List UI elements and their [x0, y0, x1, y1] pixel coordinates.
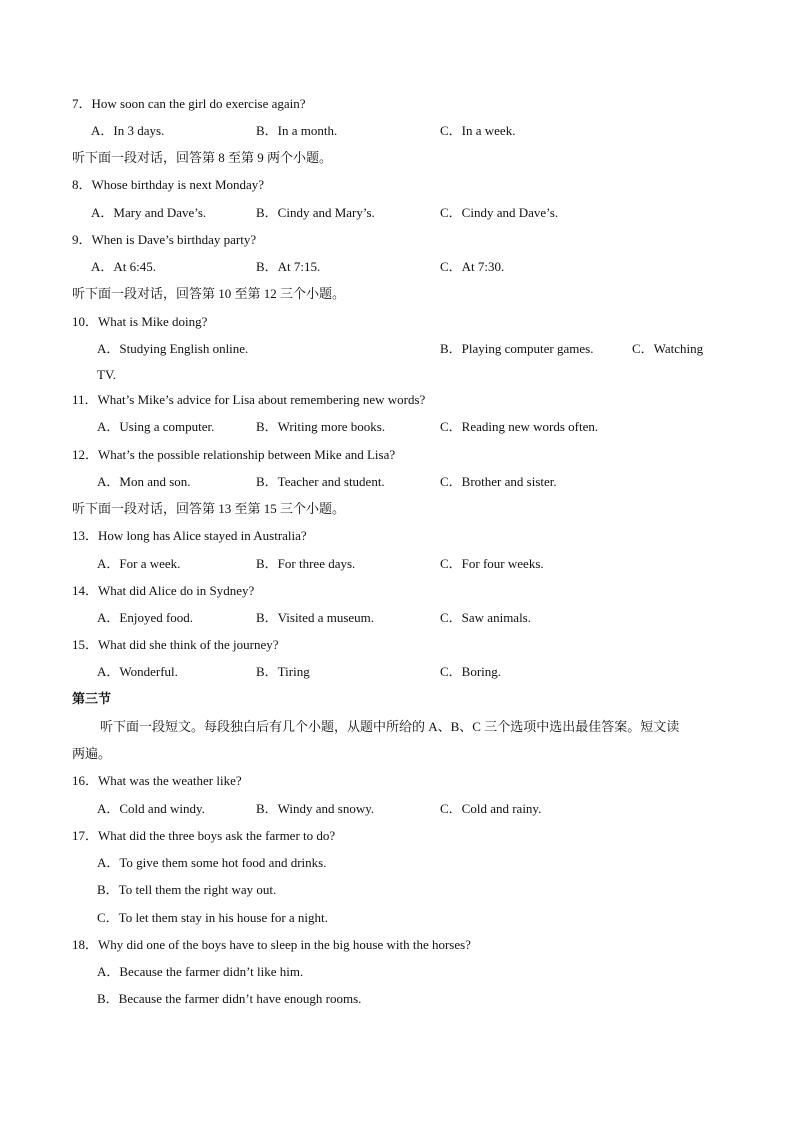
question-12-option-b: B．Teacher and student. — [256, 474, 385, 489]
question-15-option-c: C．Boring. — [440, 664, 502, 679]
question-17-option-c: C．To let them stay in his house for a night. — [97, 910, 328, 925]
question-8-option-b: B．Cindy and Mary’s. — [256, 205, 375, 220]
question-11-option-a: A．Using a computer. — [97, 419, 215, 434]
question-16-stem: 16．What was the weather like? — [72, 773, 242, 788]
question-10-stem: 10．What is Mike doing? — [72, 314, 208, 329]
question-10-option-c: C．Watching — [632, 341, 704, 356]
question-12-option-a: A．Mon and son. — [97, 474, 191, 489]
question-13-option-b: B．For three days. — [256, 556, 356, 571]
instruction-10-12: 听下面一段对话，回答第 10 至第 12 三个小题。 — [72, 286, 346, 301]
question-13-option-a: A．For a week. — [97, 556, 181, 571]
question-17-option-a: A．To give them some hot food and drinks. — [97, 855, 327, 870]
question-9-stem: 9．When is Dave’s birthday party? — [72, 232, 257, 247]
question-12-stem: 12．What’s the possible relationship between Mike and Lisa? — [72, 447, 396, 462]
question-13-stem: 13．How long has Alice stayed in Australia? — [72, 528, 307, 543]
question-17-option-b: B．To tell them the right way out. — [97, 882, 277, 897]
question-7-option-c: C．In a week. — [440, 123, 516, 138]
section-3-title: 第三节 — [72, 691, 112, 706]
section-3-instructions-line-1: 听下面一段短文。每段独白后有几个小题，从题中所给的 A、B、C 三个选项中选出最佳答案。短文读 — [100, 719, 680, 734]
instruction-13-15: 听下面一段对话，回答第 13 至第 15 三个小题。 — [72, 501, 346, 516]
question-14-option-b: B．Visited a museum. — [256, 610, 375, 625]
question-17-stem: 17．What did the three boys ask the farmer to do? — [72, 828, 336, 843]
question-14-option-c: C．Saw animals. — [440, 610, 531, 625]
question-16-option-a: A．Cold and windy. — [97, 801, 205, 816]
question-9-option-b: B．At 7:15. — [256, 259, 321, 274]
question-14-stem: 14．What did Alice do in Sydney? — [72, 583, 255, 598]
question-7-option-b: B．In a month. — [256, 123, 338, 138]
question-7-option-a: A．In 3 days. — [91, 123, 165, 138]
question-11-option-c: C．Reading new words often. — [440, 419, 599, 434]
question-18-option-a: A．Because the farmer didn’t like him. — [97, 964, 304, 979]
question-15-stem: 15．What did she think of the journey? — [72, 637, 279, 652]
question-8-option-a: A．Mary and Dave’s. — [91, 205, 207, 220]
question-13-option-c: C．For four weeks. — [440, 556, 544, 571]
question-8-stem: 8．Whose birthday is next Monday? — [72, 177, 265, 192]
question-12-option-c: C．Brother and sister. — [440, 474, 557, 489]
question-9-option-a: A．At 6:45. — [91, 259, 157, 274]
question-15-option-b: B．Tiring — [256, 664, 310, 679]
question-8-option-c: C．Cindy and Dave’s. — [440, 205, 559, 220]
question-10-option-b: B．Playing computer games. — [440, 341, 594, 356]
question-16-option-b: B．Windy and snowy. — [256, 801, 375, 816]
question-11-option-b: B．Writing more books. — [256, 419, 386, 434]
question-10-option-a: A．Studying English online. — [97, 341, 249, 356]
question-18-stem: 18．Why did one of the boys have to sleep in the big house with the horses? — [72, 937, 471, 952]
question-14-option-a: A．Enjoyed food. — [97, 610, 194, 625]
instruction-8-9: 听下面一段对话，回答第 8 至第 9 两个小题。 — [72, 150, 333, 165]
question-10-option-c-continued: TV. — [97, 367, 116, 382]
question-9-option-c: C．At 7:30. — [440, 259, 505, 274]
question-11-stem: 11．What’s Mike’s advice for Lisa about remembering new words? — [72, 392, 426, 407]
section-3-instructions-line-2: 两遍。 — [72, 746, 112, 761]
question-16-option-c: C．Cold and rainy. — [440, 801, 542, 816]
question-7-stem: 7．How soon can the girl do exercise again? — [72, 96, 306, 111]
question-18-option-b: B．Because the farmer didn’t have enough rooms. — [97, 991, 362, 1006]
question-15-option-a: A．Wonderful. — [97, 664, 178, 679]
